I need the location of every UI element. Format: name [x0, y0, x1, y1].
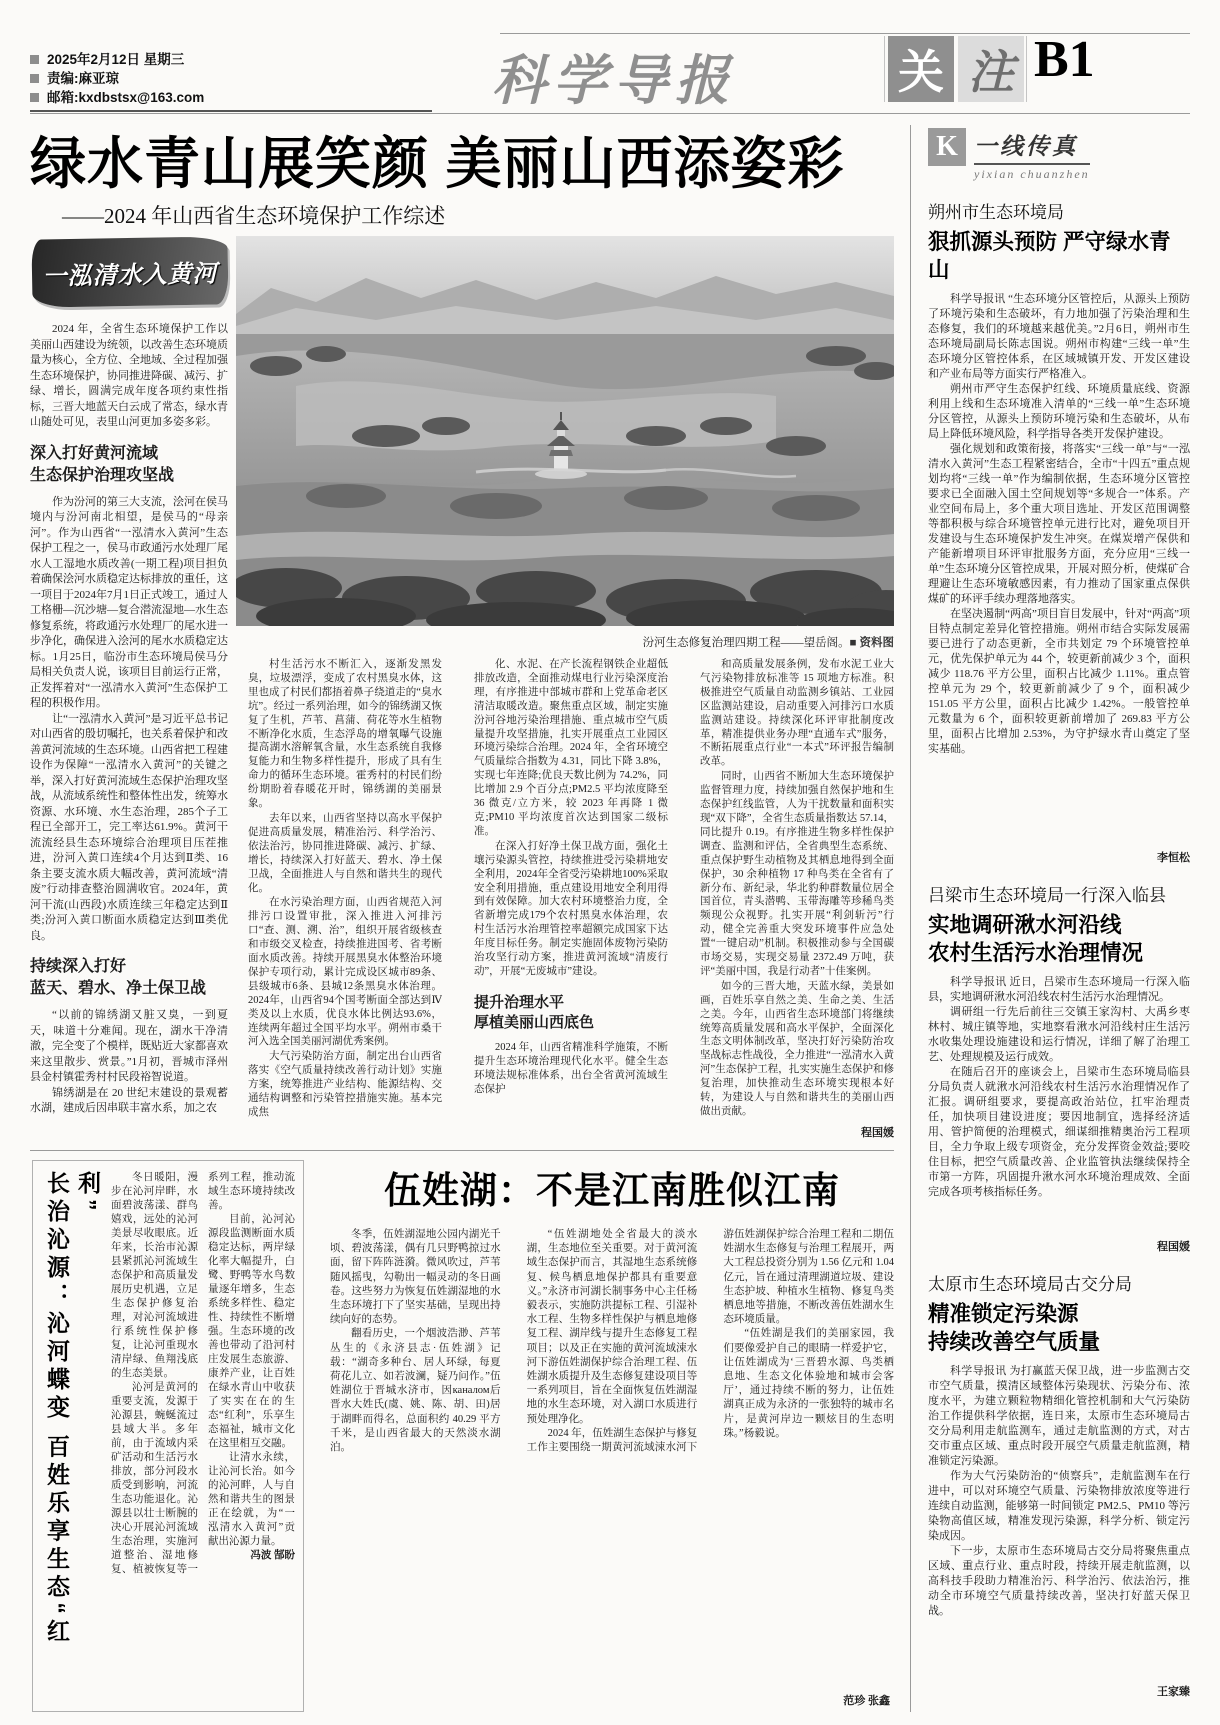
headline-line: 持续改善空气质量 [928, 1330, 1101, 1354]
issue-date-row [30, 50, 432, 69]
section-badge-text: 一泓清水入黄河 [42, 260, 218, 291]
article2-headline [928, 911, 1190, 967]
article-wuxinghu [330, 1160, 894, 1712]
paragraph: 科学导报讯 “生态环境分区管控后，从源头上预防了环境污染和生态破坏，有力地加强了污染治理和生态修复，我们的环境越来越优美。”2月6日，朔州市生态环境局副局长陈志国说。朔州市构建“三线一单”生态环境分区管控体系，在区域城镇开发、开发区建设和产业布局等方面实行严格准入。 [928, 293, 1190, 380]
crosshead [474, 993, 668, 1033]
brand-k-icon: K [928, 128, 966, 166]
body-column-3 [700, 658, 894, 1142]
wuxinghu-headline: 伍姓湖：不是江南胜似江南 [384, 1170, 840, 1211]
paragraph: 2024 年，山西省精准科学施策，不断提升生态环境治理现代化水平。健全生态环境法规标准体系，出台全省黄河流域生态保护 [474, 1041, 668, 1095]
sidebar-brand [928, 128, 1190, 182]
issue-editor-row [30, 69, 432, 88]
byline: 范珍 张鑫 [835, 1692, 890, 1708]
masthead-title: 科学导报 [492, 51, 736, 111]
byline: 李恒松 [1157, 852, 1190, 864]
article2-body [928, 975, 1190, 1237]
page-number: B1 [1034, 31, 1095, 88]
headline-line: 实地调研湫水河沿线 [928, 913, 1122, 937]
paragraph: 在深入打好净土保卫战方面，强化土壤污染源头管控，持续推进受污染耕地安全利用，2024年全省受污染耕地100%采取安全利用措施，重点建设用地安全利用得到有效保障。加大农村环境整治力度，全省新增完成179个农村黑臭水体治理，农村生活污水治理管控率超额完成国家下达年度目标任务。制定实施固体废物污染防治攻坚行动方案，推进黄河流域“清废行动”，开展“无废城市”建设。 [474, 840, 668, 977]
crosshead-line: 厚植美丽山西底色 [474, 1013, 595, 1031]
article3-body [928, 1364, 1190, 1682]
paragraph: 沁河是黄河的重要支流，发源于沁源县，蜿蜒流过县域大半。多年前，由于流域内采矿活动和生活污水排放，部分河段水质受到影响，河流生态功能退化。沁源县以壮士断腕的决心开展沁河流域生态治理，实施河道整治、湿地修复、植被恢复等一系列工程，推动流域生态环境持续改善。 [111, 1172, 295, 1575]
paragraph: 同时，山西省不断加大生态环境保护监督管理力度，持续加强自然保护地和生态保护红线监管，人为干扰数量和面积实现“双下降”，全省生态质量指数达 57.14，同比提升 0.19。有序推进生物多样性保护调查、监测和评估，全省典型生态系统、重点保护野生动植物及其栖息地得到全面保护，30 余种植物 17 种鸟类在全省有了新分布、新纪录，华北豹种群数量位居全国首位，青头潜鸭、玉带海雕等珍稀鸟类频现公众视野。扎实开展“利剑斩污”行动，健全完善重大突发环境事件应急处置“一键启动”机制。积极推动参与全国碳市场交易，实现交易量 2372.49 万吨，获评“美丽中国，我是行动者”十佳案例。 [700, 771, 894, 977]
paragraph: 冬日暖阳，漫步在沁河岸畔，水面碧波荡漾、群鸟嬉戏，远处的沁河美景尽收眼底。近年来，长治市沁源县紧抓沁河流域生态保护和高质量发展历史机遇，立足生态保护修复治理，对沁河流域进行系统性保护修复，让沁河重现水清岸绿、鱼翔浅底的生态美景。 [111, 1172, 198, 1379]
brand-pinyin: yixian chuanzhen [974, 167, 1090, 181]
paragraph: 去年以来，山西省坚持以高水平保护促进高质量发展，精准治污、科学治污、依法治污，协同推进降碳、减污、扩绿、增长，持续深入打好蓝天、碧水、净土保卫战，全面推进人与自然和谐共生的现代化。 [248, 812, 442, 894]
paragraph: 2024 年，全省生态环境保护工作以美丽山西建设为统领，以改善生态环境质量为核心，全方位、全地域、全过程加强生态环境保护，协同推进降碳、减污、扩绿、增长，圆满完成年度各项约束性指标，三晋大地蓝天白云成了常态，绿水青山随处可见，表里山河更加多姿多彩。 [30, 323, 228, 428]
body-column-2 [474, 658, 668, 1142]
body-column-1 [248, 658, 442, 1142]
header-divider [884, 36, 885, 102]
section-char-guan: 关 [888, 36, 954, 102]
issue-info-underline [30, 110, 432, 112]
issue-editor: 责编:麻亚琼 [47, 71, 119, 86]
crosshead-line: 蓝天、碧水、净土保卫战 [30, 980, 207, 997]
brand-text-block [974, 128, 1090, 182]
article3-kicker: 太原市生态环境局古交分局 [928, 1275, 1132, 1294]
crosshead [30, 443, 228, 487]
paragraph: 在水污染治理方面，山西省规范入河排污口设置审批，深入推进入河排污口“查、测、溯、治”，组织开展省级核查和市级交叉检查，持续推进国考、省考断面水质改善。持续开展黑臭水体整治环境保护专项行动，累计完成设区城市89条、县级城市6条、县城12条黑臭水体治理。2024年，山西省94个国考断面全部达到Ⅳ类及以上水质，优良水体比例达93.6%，连续两年超过全国平均水平。朔州市桑干河入选全国美丽河湖优秀案例。 [248, 897, 442, 1048]
paragraph: 调研组一行先后前往三交镇王家沟村、大禹乡枣林村、城庄镇等地，实地察看湫水河沿线村庄生活污水收集处理设施建设和运行情况，详细了解了治理工艺、处理规模及运行成效。 [928, 1006, 1190, 1063]
paragraph: 作为大气污染防治的“侦察兵”，走航监测车在行进中，可以对环境空气质量、污染物排放浓度等进行连续自动监测，能够第一时间锁定 PM2.5、PM10 等污染物高值区域，精准发现污染源，科学分析、锁定污染成因。 [928, 1470, 1190, 1542]
article3-headline [928, 1300, 1190, 1356]
paragraph: 让“一泓清水入黄河”是习近平总书记对山西省的殷切嘱托，也关系着保护和改善黄河流域的生态环境。山西省把工程建设作为保障“一泓清水入黄河”的关键之举，深入打好黄河流域生态保护治理攻坚战，从流域系统性和整体性出发，统筹水资源、水环境、水生态治理，285个子工程已全部开工，完工率达61.9%。黄河干流流经县生态环境综合治理项目压茬推进，汾河入黄口连续4个月达到Ⅱ类、16条主要支流水质大幅改善，黄河流域“清废”行动排查整治圆满收官。2024年，黄河干流(山西段)水质连续三年稳定达到Ⅱ类;汾河入黄口断面水质稳定达到Ⅲ类优良。 [30, 712, 228, 942]
article1-kicker: 朔州市生态环境局 [928, 203, 1064, 222]
header-bottom-rule [30, 113, 1190, 114]
crosshead [30, 956, 228, 1000]
crosshead-line: 持续深入打好 [30, 958, 127, 975]
paragraph: 朔州市严守生态保护红线、环境质量底线、资源利用上线和生态环境准入清单的“三线一单”生态环境分区管控，从源头上预防环境污染和生态破坏，从布局上降低环境风险，科学指导各类开发保护建设。 [928, 383, 1190, 440]
headline-line: 农村生活污水治理情况 [928, 941, 1144, 965]
paragraph: “伍姓湖是我们的美丽家园，我们要像爱护自己的眼睛一样爱护它，让伍姓湖成为‘三晋碧水源、鸟类栖息地、生态文化体验地和城市会客厅’，通过持续不断的努力，让伍姓湖真正成为永济的一张独特的城市名片，是黄河岸边一颗炫目的生态明珠。”杨毅说。 [723, 1328, 894, 1439]
paragraph: 化、水泥、在产长流程钢铁企业超低排放改造，全面推动煤电行业污染深度治理，有序推进中部城市群和上党革命老区清洁取暖改造。聚焦重点区域，制定实施汾河谷地污染治理措施、重点城市空气质量提升攻坚措施，扎实开展重点工业园区环境污染综合治理。2024 年，全省环境空气质量综合指数为 4.31，同比下降 3.8%，实现七年连降;优良天数比例为 74.2%，同比增加 2.9 个百分点;PM2.5 平均浓度降至 36 微克/立方米，较 2023 年再降 1 微克;PM10 平均浓度首次达到国家二级标准。 [474, 659, 668, 837]
wuxinghu-body [330, 1228, 894, 1706]
paragraph: 在随后召开的座谈会上，吕梁市生态环境局临县分局负责人就湫水河沿线农村生活污水治理情况作了汇报。调研组要求，要提高政治站位，扛牢治理责任，加快项目建设进度；要因地制宜，选择经济适用、管护简便的治理模式，细谋细推精奥治污工程项目，全力争取上级专项资金，充分发挥资金效益;要咬住目标，把空气质量改善、企业监管执法继续保持全市第一方阵，巩固提升湫水河水环境治理成效、全面完成各项考核指标任务。 [928, 1066, 1190, 1198]
crosshead-line: 生态保护治理攻坚战 [30, 466, 175, 484]
main-subtitle: ——2024 年山西省生态环境保护工作综述 [62, 204, 446, 228]
paragraph: 村生活污水不断汇入，逐渐发黑发臭，垃圾漂浮，变成了农村黑臭水体，这里也成了村民们都捂着鼻子绕道走的“臭水坑”。经过一系列治理，如今的锦绣湖又恢复了生机，芦苇、菖蒲、荷花等水生植物不断净化水质，生态浮岛的增氧曝气设施提高湖水溶解氧含量，水生态系统自我修复能力和生物多样性提升，形成了具有生命力的循环生态环境。霍秀村的村民们纷纷期盼着春暖花开时，锦绣湖的美丽景象。 [248, 659, 442, 810]
paragraph: 在坚决遏制“两高”项目盲目发展中，针对“两高”项目特点制定差异化管控措施。朔州市结合实际发展需要已进行了动态更新，全市共划定 79 个环境管控单元，优先保护单元为 44 个，较更新前减少 3 个，面积减少 118.76 平方公里，面积占比减少 1.11%。重点管控单元为 29 个，较更新前减少了 9 个，面积减少 151.05 平方公里，面积占比减少 1.42%。一般管控单元数量为 6 个，面积较更新前增加了 269.83 平方公里，面积占比增加 2.53%，为守护绿水青山奠定了坚实基础。 [928, 608, 1190, 755]
byline: 冯波 郜盼 [250, 1550, 295, 1561]
issue-info [30, 50, 432, 107]
vertical-headline: 长治沁源：沁河蝶变 百姓乐享生态“红利” [44, 1171, 101, 1647]
article2-kicker: 吕梁市生态环境局一行深入临县 [928, 886, 1166, 905]
paragraph: 冬季，伍姓湖湿地公园内湖光千顷、碧波荡漾，偶有几只野鸭掠过水面，留下阵阵涟漪。微风吹过，芦苇随风摇曳，勾勒出一幅灵动的冬日画卷。这些努力为恢复伍姓湖湿地的水生态环境打下了坚实基础，呈现出持续向好的态势。 [330, 1229, 501, 1326]
byline: 王家臻 [1157, 1686, 1190, 1698]
paragraph: 和高质量发展条例，发布水泥工业大气污染物排放标准等 15 项地方标准。积极推进空气质量自动监测乡镇站、工业园区监测站建设，启动重要入河排污口水质监测站建设。持续深化环评审批制度改革，精准提供业务办理“直通车式”服务，不断拓展重点行业“一本式”环评报告编制改革。 [700, 659, 894, 768]
bullet-square-icon [30, 93, 39, 102]
photo-caption [236, 634, 894, 650]
byline: 程国媛 [853, 1124, 894, 1140]
paragraph: 让清水永续，让沁河长治。如今的沁河畔，人与自然和谐共生的图景正在绘就，为“一泓清水入黄河”贡献出沁源力量。 [208, 1452, 295, 1547]
paragraph: 如今的三晋大地，天蓝水绿，美景如画，百姓乐享自然之美、生命之美、生活之美。今年，山西省生态环境部门将继续统筹高质量发展和高水平保护，全面深化生态文明体制改革，坚决打好污染防治攻坚战标志性战役，全力推进“一泓清水入黄河”生态保护工程，扎实实施生态保护和修复治理，加快推动生态环境实现根本好转，为建设人与自然和谐共生的美丽山西做出贡献。 [700, 980, 894, 1117]
byline: 程国媛 [1157, 1241, 1190, 1253]
paragraph: 作为汾河的第三大支流，浍河在侯马境内与汾河南北相望，是侯马的“母亲河”。作为山西省“一泓清水入黄河”生态保护工程之一，侯马市政通污水处理厂尾水人工湿地水质改善(一期工程)项目担负着确保浍河水质稳定达标排放的重任，这一项目于2024年7月1日正式竣工，通过人工格栅—沉沙塘—复合潜流湿地—水生态修复系统，将政通污水处理厂的尾水进一步净化，确保进入浍河的尾水水质稳定达标。1月25日，临汾市生态环境局侯马分局相关负责人说，该项目目前运行正常，正发挥着对“一泓清水入黄河”生态保护工程的积极作用。 [30, 495, 228, 709]
paragraph: 科学导报讯 为打赢蓝天保卫战，进一步监测古交市空气质量，摸清区域整体污染现状、污染分布、浓度水平，为建立颗粒物精细化管控机制和大气污染防治工作提供科学依据，连日来，太原市生态环境局古交分局利用走航监测车，通过走航监测的方式，对古交市重点区域、重点时段开展空气质量走航监测，精准锁定污染源。 [928, 1365, 1190, 1467]
article-changzhi-qinyuan [32, 1160, 304, 1712]
brand-name: 一线传真 [974, 128, 1090, 165]
paragraph: 下一步，太原市生态环境局古交分局将聚焦重点区域、重点行业、重点时段，持续开展走航监测，以高科技手段助力精准治污、科学治污、依法治污，推动全市环境空气质量持续改善，坚决打好蓝天保卫战。 [928, 1545, 1190, 1617]
caption-text: 汾河生态修复治理四期工程——望岳阁。 [642, 637, 850, 649]
article1-headline: 狠抓源头预防 严守绿水青山 [928, 230, 1171, 282]
photo-aerial-wetland [236, 236, 894, 626]
section-badge-brush [31, 236, 228, 307]
main-headline: 绿水青山展笑颜 美丽山西添姿彩 [30, 132, 845, 195]
bullet-square-icon [30, 74, 39, 83]
main-left-column [30, 322, 228, 1142]
article-body [111, 1171, 295, 1699]
issue-date: 2025年2月12日 星期三 [47, 52, 185, 67]
paragraph: 目前，沁河沁源段监测断面水质稳定达标，两岸绿化率大幅提升，白鹭、野鸭等水鸟数量逐年增多，生态系统多样性、稳定性、持续性不断增强。生态环境的改善也带动了沿河村庄发展生态旅游、康养产业，让百姓在绿水青山中收获了实实在在的生态“红利”，乐享生态福祉，城市文化在这里相互交融。 [208, 1214, 295, 1449]
paragraph: 翻看历史，一个烟波浩渺、芦苇丛生的《永济县志·伍姓湖》记载：“湖奇多种台、居人环绿，每夏荷花儿立、如若波澜，疑乃问作。”伍姓湖位于晋城水济市，因каналом后晋水大姓氏(虞、姚、陈、胡、田)居于湖畔而得名，总面积约 40.29 平方千米，是山西省最大的天然淡水湖泊。 [330, 1328, 501, 1454]
paragraph: 强化规划和政策衔接，将落实“三线一单”与“一泓清水入黄河”生态工程紧密结合，全市“十四五”重点规划均将“三线一单”作为编制依据，生态环境分区管控要求已全面融入国土空间规划等“多规合一”体系。产业空间布局上，多个重大项目选址、开发区范围调整等都积极与综合环境管控单元进行比对，避免项目开发建设与生态环境保护发生冲突。在煤炭增产保供和产能新增项目环评审批服务方面，充分应用“三线一单”生态环境分区管控成果，开展对照分析，使煤矿合理避让生态环境敏感因素，有力推动了国家重点保供煤矿的环评手续办理落地落实。 [928, 443, 1190, 605]
crosshead-line: 提升治理水平 [474, 993, 565, 1011]
paragraph: 2024 年，伍姓湖生态保护与修复工作主要围绕一期黄河流域涑水河下游伍姓湖保护综合治理工程和二期伍姓湖水生态修复与治理工程展开，两大工程总投资分别为 1.56 亿元和 1.04 亿元，旨在通过清理湖道垃圾、建设生态护坡、种植水生植物、修复鸟类栖息地等措施，不断改善伍姓湖水生态环境质量。 [526, 1229, 894, 1454]
header-divider [1026, 36, 1027, 102]
paragraph: 科学导报讯 近日，吕梁市生态环境局一行深入临县，实地调研湫水河沿线农村生活污水治理情况。 [928, 976, 1190, 1003]
headline-line: 精准锁定污染源 [928, 1302, 1079, 1326]
caption-credit: ■ 资料图 [849, 637, 894, 649]
paragraph: 大气污染防治方面，制定出台山西省落实《空气质量持续改善行动计划》实施方案，统筹推进产业结构、能源结构、交通结构调整和污染管控措施实施。基本完成焦 [248, 1051, 442, 1118]
issue-email-row [30, 88, 432, 107]
section-char-zhu: 注 [958, 36, 1024, 102]
bullet-square-icon [30, 55, 39, 64]
main-body-columns [248, 658, 894, 1142]
issue-email: 邮箱:kxdbstsx@163.com [47, 90, 205, 105]
paragraph: “以前的锦绣湖又脏又臭，一到夏天，味道十分难闻。现在，湖水干净清澈，完全变了个模样，既贴近大家都喜欢来这里散步、赏景。”1月初，晋城市泽州县金村镇霍秀村村民段裕智说道。 [30, 1009, 228, 1083]
crosshead-line: 深入打好黄河流域 [30, 444, 159, 462]
paragraph: 锦绣湖是在 20 世纪末建设的景观蓄水湖，建成后因串联丰富水系，加之农 [30, 1086, 228, 1114]
paragraph: “伍姓湖地处全省最大的淡水湖，生态地位至关重要。对于黄河流域生态保护而言，其湿地生态系统修复、候鸟栖息地保护都具有重要意义。”永济市河湖长制事务中心主任杨毅表示，实施防洪提标工程、引湿补水工程、生物多样性保护与栖息地修复工程、湖岸线与提升生态修复工程项目；以及正在实施的黄河流域涑水河下游伍姓湖保护综合治理工程、伍姓湖水质提升及生态修复建设项目等一系列项目，旨在全面恢复伍姓湖湿地的水生态环境，对入湖口水质进行预处理净化。 [526, 1229, 698, 1425]
bottom-section-rule [30, 1150, 894, 1151]
sidebar-divider [910, 125, 911, 1712]
article1-body [928, 292, 1190, 848]
sidebar-column [928, 128, 1190, 1699]
